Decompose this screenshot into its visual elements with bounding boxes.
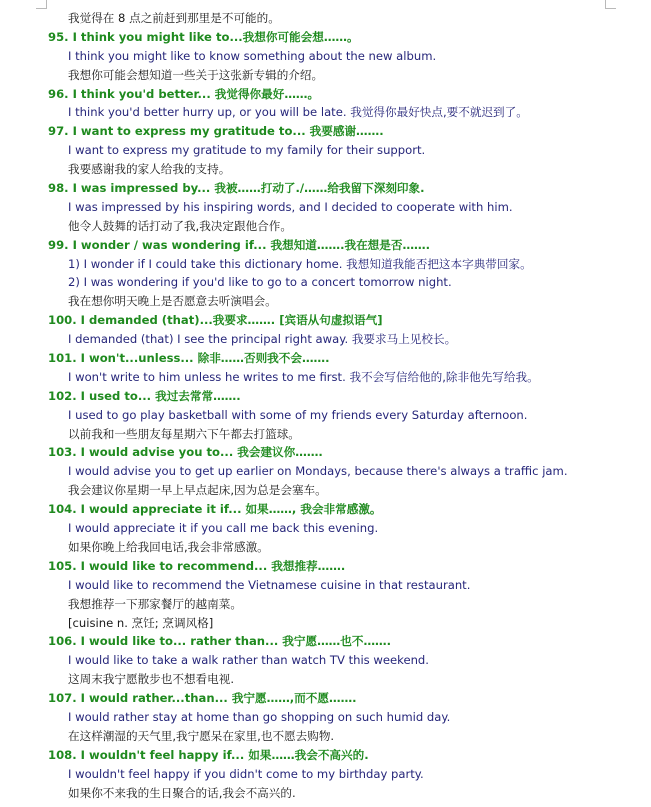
sentence-pattern-heading: 103. I would advise you to... 我会建议你……. xyxy=(48,445,323,460)
english-example: I wouldn't feel happy if you didn't come to my birthday party. xyxy=(68,766,424,781)
english-example: 2) I was wondering if you'd like to go to a concert tomorrow night. xyxy=(68,275,452,290)
english-example: I would appreciate it if you call me back this evening. xyxy=(68,521,379,536)
sentence-pattern-heading: 98. I was impressed by... 我被……打动了./……给我留下深刻印象. xyxy=(48,181,425,196)
chinese-translation: [cuisine n. 烹饪; 烹调风格] xyxy=(68,615,214,630)
sentence-pattern-heading: 108. I wouldn't feel happy if... 如果……我会不高兴的. xyxy=(48,747,369,762)
chinese-translation: 我想推荐一下那家餐厅的越南菜。 xyxy=(68,596,242,611)
sentence-pattern-heading: 107. I would rather...than... 我宁愿……,而不愿……. xyxy=(48,691,357,706)
sentence-pattern-heading: 100. I demanded (that)...我要求……. [宾语从句虚拟语气] xyxy=(48,313,383,328)
english-example: I was impressed by his inspiring words, and I decided to cooperate with him. xyxy=(68,199,513,214)
english-example: I think you might like to know something about the new album. xyxy=(68,48,437,63)
sentence-pattern-heading: 104. I would appreciate it if... 如果……, 我会非常感激。 xyxy=(48,502,382,517)
english-example: I demanded (that) I see the principal right away. 我要求马上见校长。 xyxy=(68,332,457,347)
chinese-translation: 我要感谢我的家人给我的支持。 xyxy=(68,162,231,177)
english-example: I won't write to him unless he writes to me first. 我不会写信给他的,除非他先写给我。 xyxy=(68,369,539,384)
chinese-translation: 在这样潮湿的天气里,我宁愿呆在家里,也不愿去购物. xyxy=(68,728,335,743)
sentence-pattern-heading: 105. I would like to recommend... 我想推荐……. xyxy=(48,558,346,573)
english-example: I would rather stay at home than go shopping on such humid day. xyxy=(68,709,451,724)
chinese-translation: 如果你晚上给我回电话,我会非常感激。 xyxy=(68,539,269,554)
margin-corner-mark-left xyxy=(36,0,47,9)
chinese-translation: 我觉得在 8 点之前赶到那里是不可能的。 xyxy=(68,11,280,25)
chinese-translation: 如果你不来我的生日聚合的话,我会不高兴的. xyxy=(68,785,296,800)
sentence-pattern-heading: 99. I wonder / was wondering if... 我想知道…….我在想是否……. xyxy=(48,237,431,252)
sentence-pattern-heading: 102. I used to... 我过去常常……. xyxy=(48,388,241,403)
chinese-translation: 以前我和一些朋友每星期六下午都去打篮球。 xyxy=(68,426,300,441)
sentence-pattern-heading: 96. I think you'd better... 我觉得你最好……。 xyxy=(48,86,320,101)
chinese-translation: 我在想你明天晚上是否愿意去听演唱会。 xyxy=(68,294,277,309)
english-example: 1) I wonder if I could take this dictionary home. 我想知道我能否把这本字典带回家。 xyxy=(68,256,532,271)
english-example: I would like to take a walk rather than watch TV this weekend. xyxy=(68,653,429,668)
english-example: I want to express my gratitude to my family for their support. xyxy=(68,143,426,158)
margin-corner-mark-right xyxy=(605,0,616,9)
chinese-translation: 我想你可能会想知道一些关于这张新专辑的介绍。 xyxy=(68,67,324,82)
sentence-pattern-heading: 97. I want to express my gratitude to... 我要感谢……. xyxy=(48,124,384,139)
sentence-pattern-heading: 101. I won't...unless... 除非……否则我不会……. xyxy=(48,351,330,366)
english-example: I would like to recommend the Vietnamese cuisine in that restaurant. xyxy=(68,577,471,592)
chinese-translation: 我会建议你星期一早上早点起床,因为总是会塞车。 xyxy=(68,483,327,498)
sentence-pattern-heading: 106. I would like to... rather than... 我宁愿……也不……. xyxy=(48,634,392,649)
chinese-translation: 他令人鼓舞的话打动了我,我决定跟他合作。 xyxy=(68,218,292,233)
sentence-pattern-heading: 95. I think you might like to...我想你可能会想……。 xyxy=(48,29,359,44)
english-example: I would advise you to get up earlier on Mondays, because there's always a traffic jam. xyxy=(68,464,568,479)
english-example: I think you'd better hurry up, or you will be late. 我觉得你最好快点,要不就迟到了。 xyxy=(68,105,528,120)
english-example: I used to go play basketball with some of my friends every Saturday afternoon. xyxy=(68,407,528,422)
chinese-translation: 这周末我宁愿散步也不想看电视. xyxy=(68,672,234,687)
document-content xyxy=(0,9,651,802)
